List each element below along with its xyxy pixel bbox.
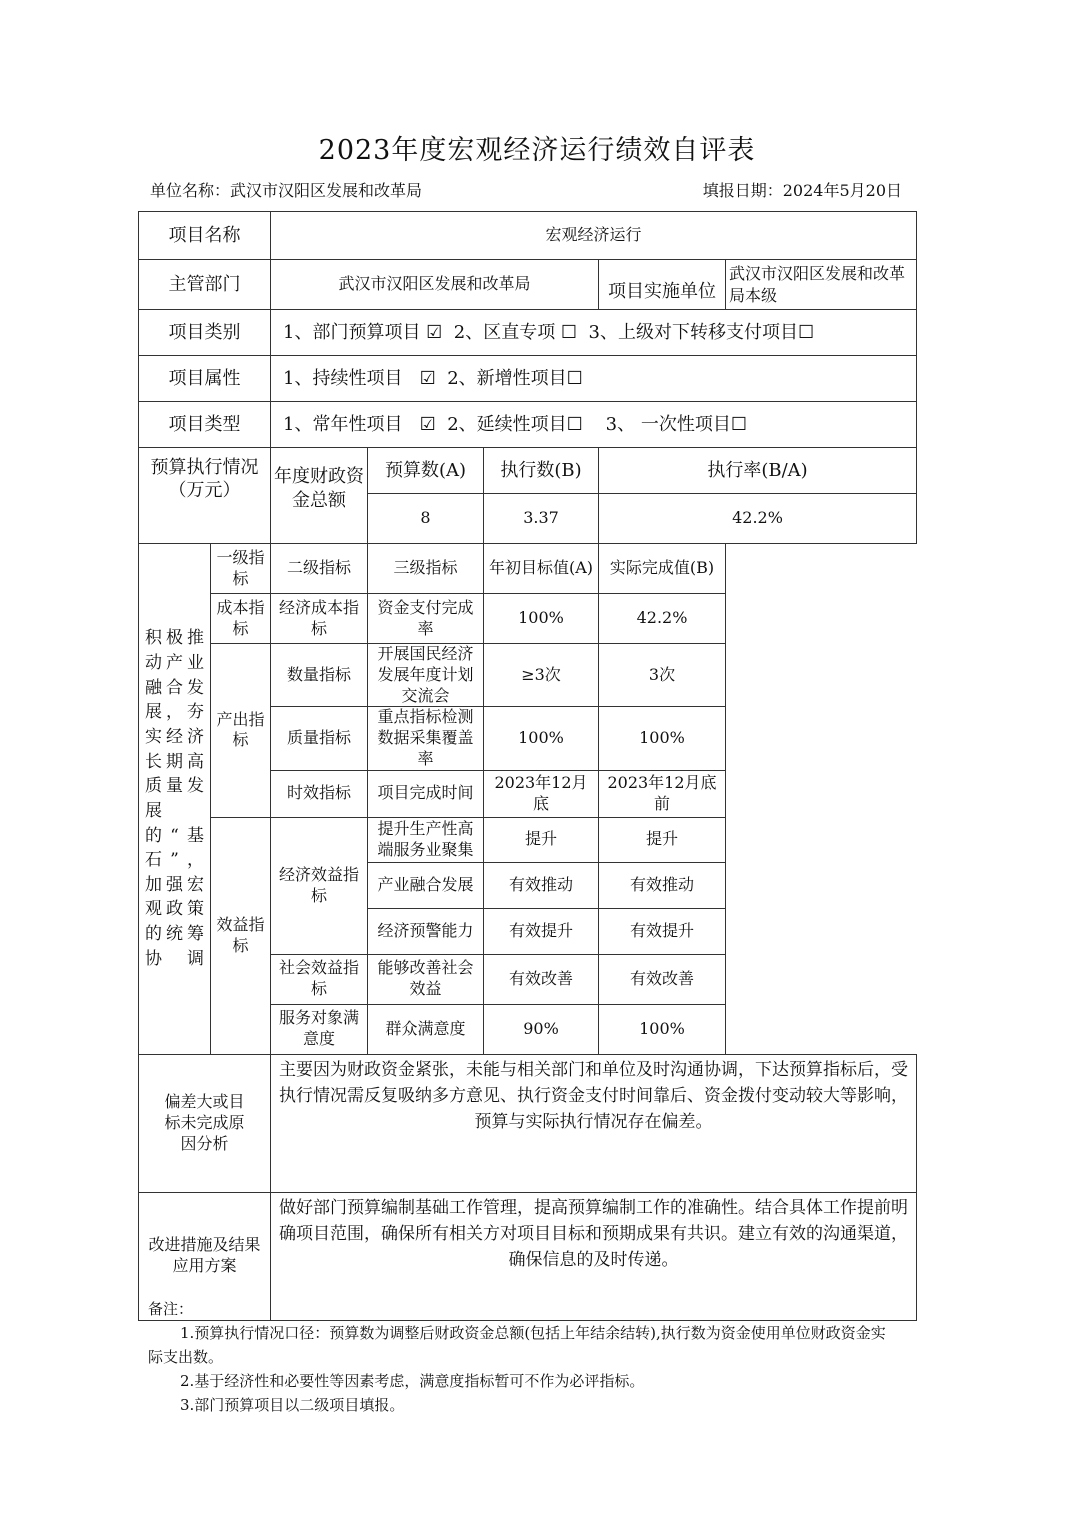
header-level3: 三级指标 <box>368 544 484 594</box>
indicator-actual: 提升 <box>599 817 726 862</box>
rate-value: 42.2% <box>599 494 917 544</box>
exec-value: 3.37 <box>484 494 599 544</box>
unit-name: 单位名称：武汉市汉阳区发展和改革局 <box>150 181 423 200</box>
indicator-l2: 数量指标 <box>271 644 368 707</box>
goal-text: 积极推动产业融合发展，夯实经济长期高质量发展的“基石”，加强宏观政策的统筹协调 <box>139 544 211 1055</box>
deviation-label: 偏差大或目标未完成原因分析 <box>139 1054 271 1192</box>
indicator-actual: 有效推动 <box>599 862 726 908</box>
note-1: 1.预算执行情况口径：预算数为调整后财政资金总额(包括上年结余结转),执行数为资金使用单位财政资金实际支出数。 <box>148 1324 886 1366</box>
indicator-l3: 经济预警能力 <box>368 908 484 954</box>
budget-value: 8 <box>368 494 484 544</box>
project-name-label: 项目名称 <box>139 212 271 260</box>
indicator-l3: 群众满意度 <box>368 1004 484 1054</box>
budget-label: 预算执行情况（万元） <box>139 448 271 544</box>
level1-cost: 成本指标 <box>211 594 271 644</box>
indicator-target: 有效提升 <box>484 908 599 954</box>
indicator-l3: 项目完成时间 <box>368 770 484 817</box>
indicator-l3: 提升生产性高端服务业聚集 <box>368 817 484 862</box>
type-value: 1、常年性项目 ☑ 2、延续性项目☐ 3、 一次性项目☐ <box>271 402 917 448</box>
indicator-header-row <box>139 544 917 594</box>
indicator-l2: 时效指标 <box>271 770 368 817</box>
indicator-actual: 有效改善 <box>599 954 726 1004</box>
indicator-actual: 有效提升 <box>599 908 726 954</box>
header-actual: 实际完成值(B) <box>599 544 726 594</box>
header-level1: 一级指标 <box>211 544 271 594</box>
notes <box>148 1297 898 1417</box>
attribute-row <box>139 356 917 402</box>
improvement-text: 做好部门预算编制基础工作管理，提高预算编制工作的准确性。结合具体工作提前明确项目范围，确保所有相关方对项目目标和预期成果有共识。建立有效的沟通渠道，确保信息的及时传递。 <box>271 1192 917 1320</box>
indicator-actual: 100% <box>599 707 726 770</box>
rate-header: 执行率(B/A) <box>599 448 917 494</box>
indicator-l3: 开展国民经济发展年度计划交流会 <box>368 644 484 707</box>
indicator-actual: 100% <box>599 1004 726 1054</box>
attribute-label: 项目属性 <box>139 356 271 402</box>
category-value: 1、部门预算项目 ☑ 2、区直专项 ☐ 3、上级对下转移支付项目☐ <box>271 310 917 356</box>
budget-header-row <box>139 448 917 494</box>
indicator-l2: 服务对象满意度 <box>271 1004 368 1054</box>
dept-label: 主管部门 <box>139 260 271 310</box>
indicator-l3: 产业融合发展 <box>368 862 484 908</box>
impl-value: 武汉市汉阳区发展和改革局本级 <box>726 260 917 310</box>
fill-date: 填报日期：2024年5月20日 <box>702 181 902 200</box>
project-name-row <box>139 212 917 260</box>
indicator-target: 100% <box>484 594 599 644</box>
evaluation-table <box>138 211 917 1321</box>
page-title: 2023年度宏观经济运行绩效自评表 <box>318 135 756 166</box>
indicator-l2: 经济效益指标 <box>271 817 368 954</box>
exec-header: 执行数(B) <box>484 448 599 494</box>
indicator-target: 90% <box>484 1004 599 1054</box>
impl-label: 项目实施单位 <box>599 260 726 310</box>
indicator-target: 有效推动 <box>484 862 599 908</box>
indicator-target: 提升 <box>484 817 599 862</box>
table-row <box>139 644 917 707</box>
dept-row <box>139 260 917 310</box>
level1-benefit: 效益指标 <box>211 817 271 1054</box>
category-row <box>139 310 917 356</box>
note-3: 3.部门预算项目以二级项目填报。 <box>180 1396 405 1414</box>
attribute-value: 1、持续性项目 ☑ 2、新增性项目☐ <box>271 356 917 402</box>
budget-sublabel: 年度财政资金总额 <box>271 448 368 544</box>
table-row <box>139 817 917 862</box>
type-row <box>139 402 917 448</box>
dept-value: 武汉市汉阳区发展和改革局 <box>271 260 599 310</box>
indicator-l3: 资金支付完成率 <box>368 594 484 644</box>
notes-title: 备注： <box>148 1300 194 1318</box>
deviation-row <box>139 1054 917 1192</box>
indicator-l2: 社会效益指标 <box>271 954 368 1004</box>
indicator-l3: 能够改善社会效益 <box>368 954 484 1004</box>
header-target: 年初目标值(A) <box>484 544 599 594</box>
indicator-target: 100% <box>484 707 599 770</box>
indicator-actual: 2023年12月底前 <box>599 770 726 817</box>
header-level2: 二级指标 <box>271 544 368 594</box>
project-name-value: 宏观经济运行 <box>271 212 917 260</box>
indicator-actual: 42.2% <box>599 594 726 644</box>
indicator-target: 2023年12月底 <box>484 770 599 817</box>
improvement-label: 改进措施及结果应用方案 <box>139 1192 271 1320</box>
indicator-l2: 经济成本指标 <box>271 594 368 644</box>
type-label: 项目类型 <box>139 402 271 448</box>
category-label: 项目类别 <box>139 310 271 356</box>
budget-header: 预算数(A) <box>368 448 484 494</box>
indicator-target: 有效改善 <box>484 954 599 1004</box>
indicator-target: ≥3次 <box>484 644 599 707</box>
indicator-l3: 重点指标检测数据采集覆盖率 <box>368 707 484 770</box>
deviation-text: 主要因为财政资金紧张，未能与相关部门和单位及时沟通协调，下达预算指标后，受执行情况需反复吸纳多方意见、执行资金支付时间靠后、资金拨付变动较大等影响，预算与实际执行情况存在偏差。 <box>271 1054 917 1192</box>
note-2: 2.基于经济性和必要性等因素考虑，满意度指标暂可不作为必评指标。 <box>180 1372 645 1390</box>
indicator-actual: 3次 <box>599 644 726 707</box>
level1-output: 产出指标 <box>211 644 271 818</box>
table-row <box>139 594 917 644</box>
indicator-l2: 质量指标 <box>271 707 368 770</box>
